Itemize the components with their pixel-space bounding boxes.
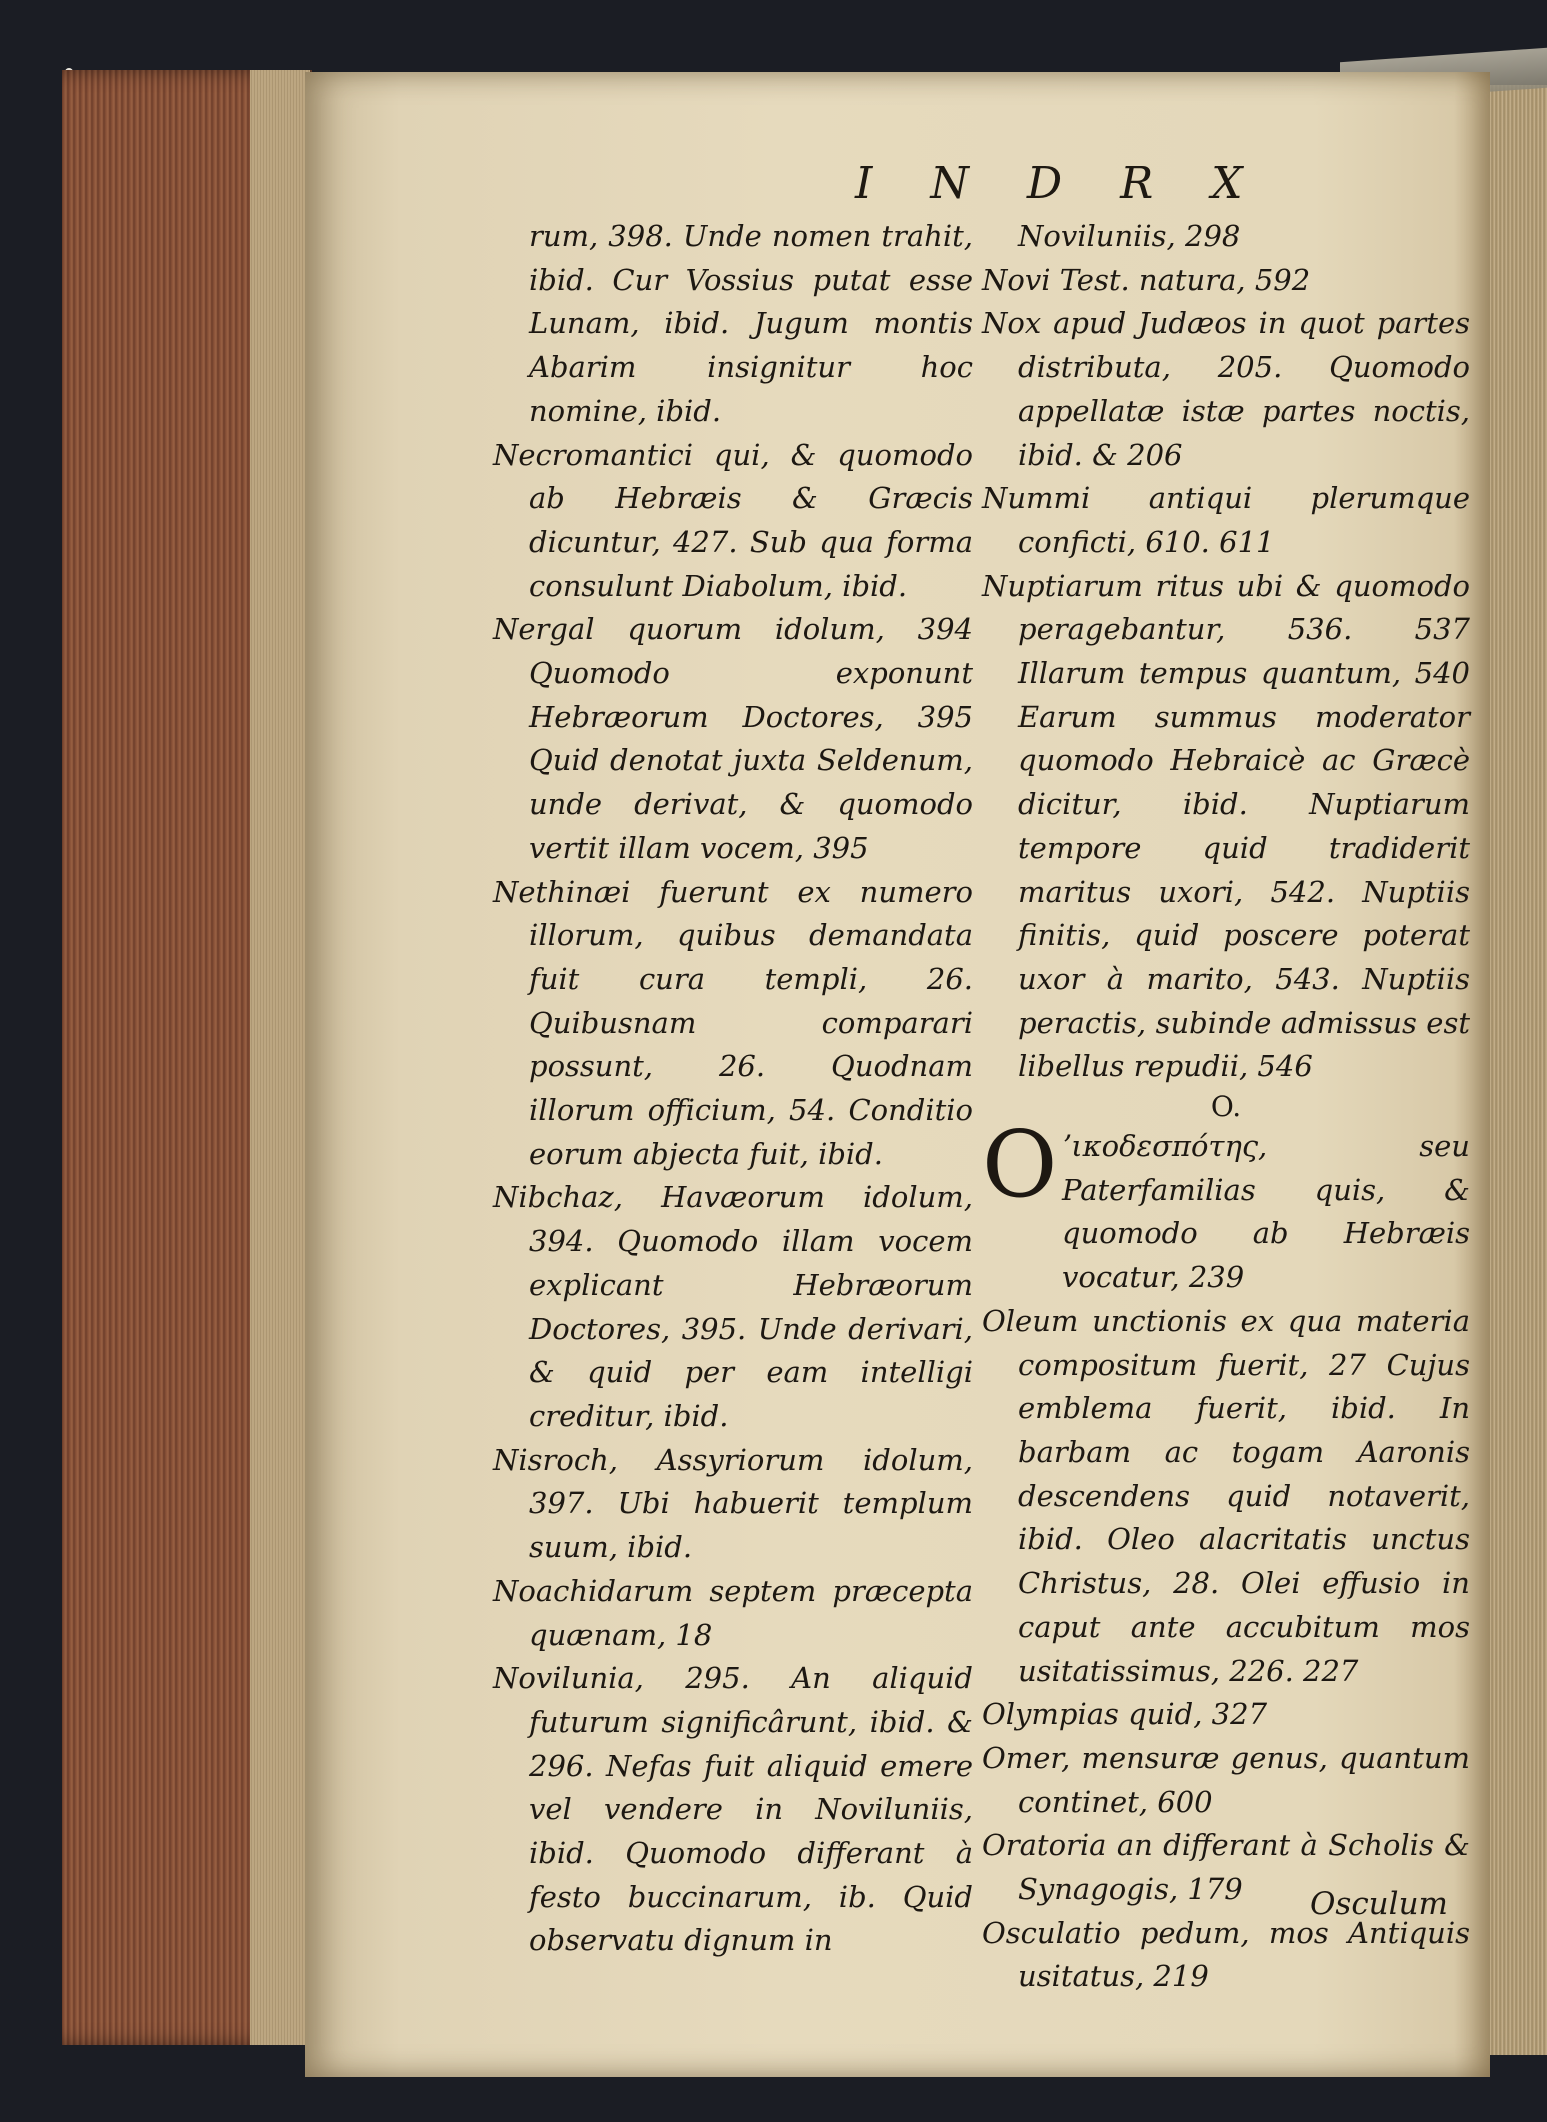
index-entry: Nummi antiqui plerumque conficti, 610. 611 <box>982 481 1470 559</box>
catchword: Osculum <box>1310 1886 1448 1922</box>
index-entry: rum, 398. Unde nomen trahit, ibid. Cur Vossius putat esse Lunam, ibid. Jugum montis Abarim insignitur hoc nomine, ibid. <box>529 219 973 428</box>
index-entry: Nibchaz, Havæorum idolum, 394. Quomodo illam vocem explicant Hebræorum Doctores, 395. Unde derivari, & quid per eam intelligi creditur, ibid. <box>493 1180 973 1433</box>
index-entry: Novi Test. natura, 592 <box>982 262 1311 297</box>
index-entry: Nisroch, Assyriorum idolum, 397. Ubi habuerit templum suum, ibid. <box>493 1442 973 1565</box>
page-stack-right <box>1490 85 1547 2055</box>
letter-section-heading: O. <box>1210 1090 1242 1124</box>
index-entry: Nethinæi fuerunt ex numero illorum, quibus demandata fuit cura templi, 26. Quibusnam comparari possunt, 26. Quodnam illorum officium, 54. Conditio eorum abjecta fuit, ibid. <box>493 874 973 1171</box>
index-entry: Necromantici qui, & quomodo ab Hebræis & Græcis dicuntur, 427. Sub qua forma consulunt Diabolum, ibid. <box>493 437 973 603</box>
index-column-left <box>493 215 973 1963</box>
index-column-right <box>982 215 1470 1999</box>
index-entry: Osculatio pedum, mos Antiquis usitatus, 219 <box>982 1915 1470 1994</box>
index-entry: Novilunia, 295. An aliquid futurum significârunt, ibid. & 296. Nefas fuit aliquid emere vel vendere in Noviluniis, ibid. Quomodo differant à festo buccinarum, ib. Quid observatu dignum in <box>493 1661 973 1958</box>
index-entry: Nuptiarum ritus ubi & quomodo peragebantur, 536. 537 Illarum tempus quantum, 540 Earum summus moderator quomodo Hebraicè ac Græcè dicitur, ibid. Nuptiarum tempore quid tradiderit maritus uxori, 542. Nuptiis finitis, quid poscere poterat uxor à marito, 543. Nuptiis peractis, subinde admissus est libellus repudii, 546 <box>982 568 1470 1084</box>
index-entry: Oleum unctionis ex qua materia compositum fuerit, 27 Cujus emblema fuerit, ibid. In barbam ac togam Aaronis descendens quid notaverit, ibid. Oleo alacritatis unctus Christus, 28. Olei effusio in caput ante accubitum mos usitatissimus, 226. 227 <box>982 1303 1470 1688</box>
index-entry: Omer, mensuræ genus, quantum continet, 600 <box>982 1740 1470 1819</box>
index-entry: Noviluniis, 298 <box>1018 219 1241 253</box>
index-entry: Noachidarum septem præcepta quænam, 18 <box>493 1573 973 1652</box>
page-stack-left <box>250 70 310 2045</box>
index-entry-dropcap <box>982 1111 1470 1300</box>
index-entry: Nergal quorum idolum, 394 Quomodo exponunt Hebræorum Doctores, 395 Quid denotat juxta Seldenum, unde derivat, & quomodo vertit illam vocem, 395 <box>493 612 973 865</box>
running-head: I N D R X <box>855 158 1265 209</box>
index-entry: Nox apud Judæos in quot partes distributa, 205. Quomodo appellatæ istæ partes noctis, ibid. & 206 <box>982 306 1470 472</box>
index-entry: Oratoria an differant à Scholis & Synagogis, 179 <box>982 1828 1470 1907</box>
drop-capital: O <box>982 1111 1058 1219</box>
index-entry-text: ʼικοδεσπότης, seu Paterfamilias quis, & quomodo ab Hebræis vocatur, 239 <box>1062 1129 1470 1295</box>
index-entry: Olympias quid, 327 <box>982 1697 1268 1732</box>
